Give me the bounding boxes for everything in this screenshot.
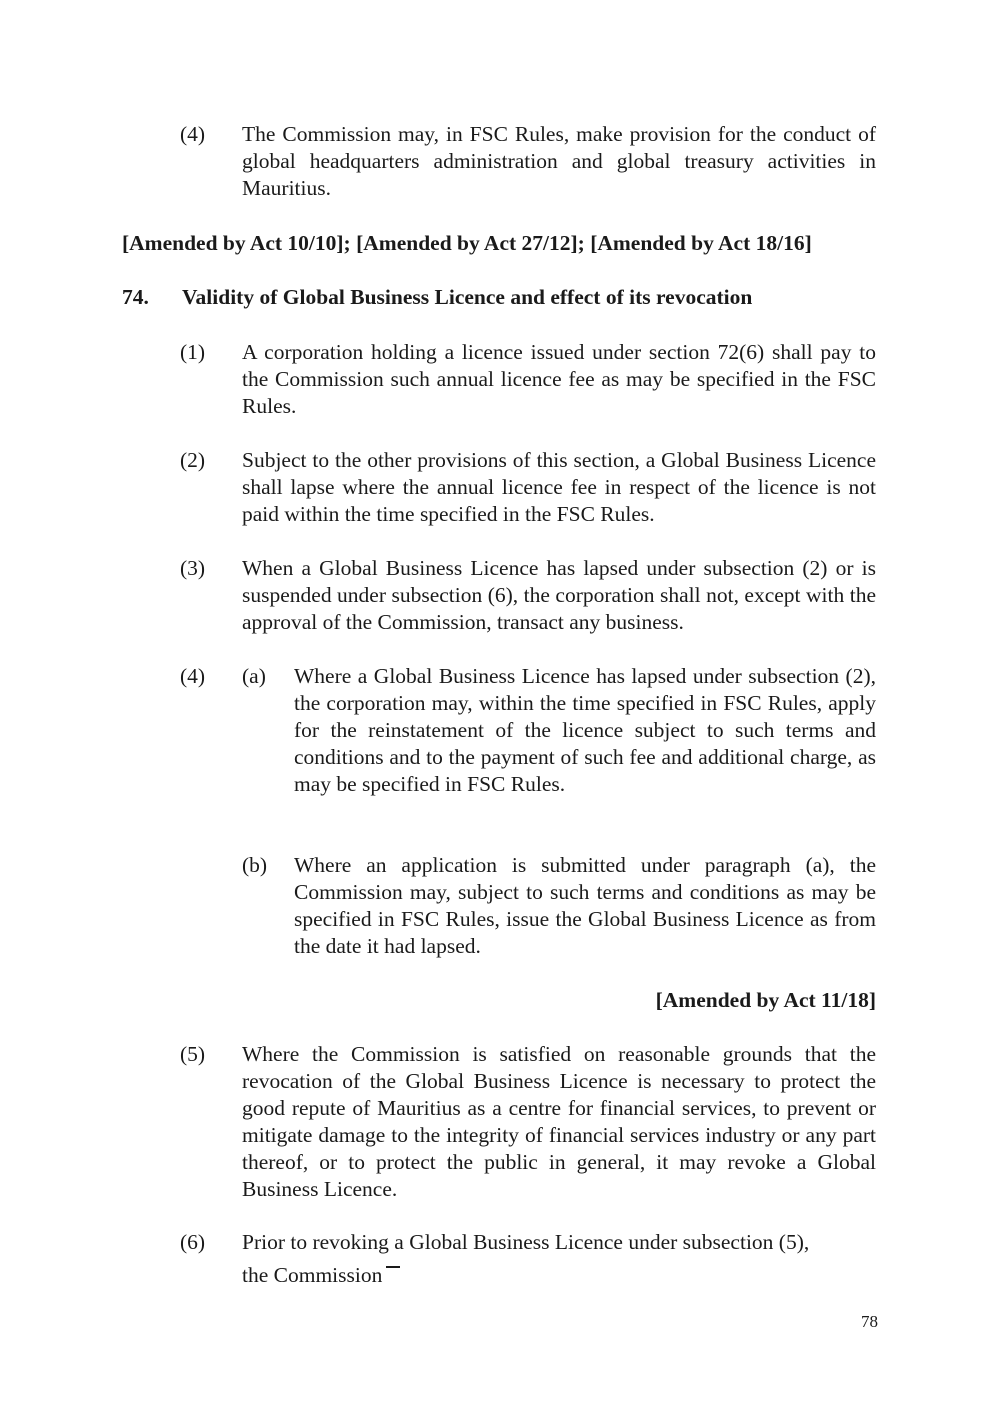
dash-mark [386, 1266, 400, 1268]
subsection-text-fragment: the Commission [242, 1263, 383, 1287]
subsection-text-line-2 [242, 1262, 876, 1289]
subsection-number: (4) [180, 122, 206, 146]
subsection-text: A corporation holding a licence issued under section 72(6) shall pay to the Commission such annual licence fee as may be specified in the FSC Rules. [242, 340, 876, 418]
paragraph-letter: (a) [242, 664, 266, 688]
paragraph-letter: (b) [242, 853, 268, 877]
subsection-74-4a [180, 663, 876, 798]
subsection-number: (4) [180, 664, 206, 688]
amendment-note-73: [Amended by Act 10/10]; [Amended by Act 27/12]; [Amended by Act 18/16] [122, 231, 812, 255]
paragraph-text: Where an application is submitted under paragraph (a), the Commission may, subject to such terms and conditions as may be specified in FSC Rules, issue the Global Business Licence as from the date it had lapsed. [294, 853, 876, 958]
subsection-74-3 [180, 555, 876, 636]
section-number: 74. [122, 285, 149, 309]
page-number: 78 [861, 1312, 878, 1331]
subsection-74-2 [180, 447, 876, 528]
subsection-74-4b [180, 852, 876, 960]
subsection-74-1 [180, 339, 876, 420]
amendment-note-74-4: [Amended by Act 11/18] [655, 988, 876, 1012]
subsection-number: (3) [180, 556, 206, 580]
section-heading-74 [122, 284, 752, 311]
subsection-74-6 [180, 1229, 876, 1289]
subsection-number: (6) [180, 1230, 206, 1254]
subsection-number: (1) [180, 340, 206, 364]
subsection-73-4 [180, 121, 876, 202]
section-title: Validity of Global Business Licence and effect of its revocation [182, 285, 753, 309]
subsection-number: (2) [180, 448, 206, 472]
paragraph-text: Where a Global Business Licence has lapsed under subsection (2), the corporation may, within the time specified in FSC Rules, apply for the reinstatement of the licence subject to such terms and conditions and to the payment of such fee and additional charge, as may be specified in FSC Rules. [294, 664, 876, 796]
subsection-74-5 [180, 1041, 876, 1203]
subsection-number: (5) [180, 1042, 206, 1066]
subsection-text: The Commission may, in FSC Rules, make provision for the conduct of global headquarters administration and global treasury activities in Mauritius. [242, 122, 876, 200]
subsection-text: Subject to the other provisions of this section, a Global Business Licence shall lapse where the annual licence fee in respect of the licence is not paid within the time specified in the FSC Rules. [242, 448, 876, 526]
subsection-text: When a Global Business Licence has lapsed under subsection (2) or is suspended under subsection (6), the corporation shall not, except with the approval of the Commission, transact any business. [242, 556, 876, 634]
subsection-text: Where the Commission is satisfied on reasonable grounds that the revocation of the Global Business Licence is necessary to protect the good repute of Mauritius as a centre for financial services, to prevent or mitigate damage to the integrity of financial services industry or any part thereof, or to protect the public in general, it may revoke a Global Business Licence. [242, 1042, 876, 1201]
subsection-text [242, 1229, 876, 1289]
subsection-text-line-1: Prior to revoking a Global Business Licence under subsection (5), [242, 1230, 810, 1254]
